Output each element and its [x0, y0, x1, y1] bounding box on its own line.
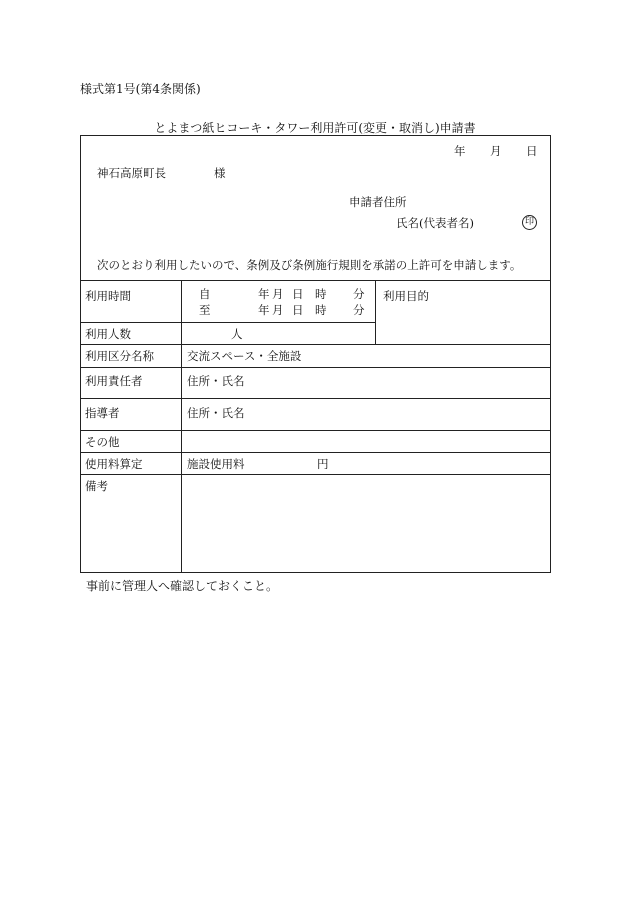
label-column-divider: [181, 280, 182, 572]
row-divider: [81, 280, 550, 281]
usage-from-day: 日: [292, 287, 304, 301]
document-title: とよまつ紙ヒコーキ・タワー利用許可(変更・取消し)申請書: [154, 121, 476, 135]
row-divider: [81, 474, 550, 475]
instructor-value: 住所・氏名: [187, 406, 245, 420]
application-statement: 次のとおり利用したいので、条例及び条例施行規則を承諾の上許可を申請します。: [97, 258, 522, 272]
category-label: 利用区分名称: [85, 349, 154, 363]
usage-from-month: 月: [272, 287, 284, 301]
facility-fee-label: 施設使用料: [187, 457, 245, 471]
usage-to-hour: 時: [315, 303, 327, 317]
responsible-person-value: 住所・氏名: [187, 374, 245, 388]
responsible-person-label: 利用責任者: [85, 374, 143, 388]
fee-unit-label: 円: [317, 457, 329, 471]
date-month-label: 月: [490, 144, 502, 158]
purpose-column-divider: [375, 280, 376, 344]
fee-calculation-label: 使用料算定: [85, 457, 143, 471]
usage-from-prefix: 自: [199, 287, 211, 301]
date-day-label: 日: [526, 144, 538, 158]
usage-to-prefix: 至: [199, 303, 211, 317]
row-divider: [81, 398, 550, 399]
usage-to-minute: 分: [353, 303, 365, 317]
row-divider: [81, 430, 550, 431]
usage-to-day: 日: [292, 303, 304, 317]
usage-from-year: 年: [258, 287, 270, 301]
usage-purpose-label: 利用目的: [383, 289, 429, 303]
people-count-unit: 人: [231, 327, 243, 341]
date-year-label: 年: [454, 144, 466, 158]
footnote: 事前に管理人へ確認しておくこと。: [86, 579, 279, 593]
usage-to-month: 月: [272, 303, 284, 317]
usage-to-year: 年: [258, 303, 270, 317]
row-divider: [81, 322, 375, 323]
application-form: [80, 135, 551, 573]
seal-icon: 印: [522, 215, 537, 230]
instructor-label: 指導者: [85, 406, 120, 420]
applicant-address-label: 申請者住所: [349, 195, 407, 209]
usage-from-minute: 分: [353, 287, 365, 301]
people-count-label: 利用人数: [85, 327, 131, 341]
addressee-name: 神石高原町長: [97, 166, 166, 180]
applicant-name-label: 氏名(代表者名): [396, 216, 474, 230]
category-value: 交流スペース・全施設: [187, 349, 302, 363]
addressee-honorific: 様: [214, 166, 226, 180]
usage-from-hour: 時: [315, 287, 327, 301]
row-divider: [81, 344, 550, 345]
row-divider: [81, 452, 550, 453]
other-label: その他: [85, 435, 120, 449]
form-number-label: 様式第1号(第4条関係): [80, 82, 201, 96]
usage-time-label: 利用時間: [85, 289, 131, 303]
remarks-label: 備考: [85, 479, 108, 493]
row-divider: [81, 367, 550, 368]
